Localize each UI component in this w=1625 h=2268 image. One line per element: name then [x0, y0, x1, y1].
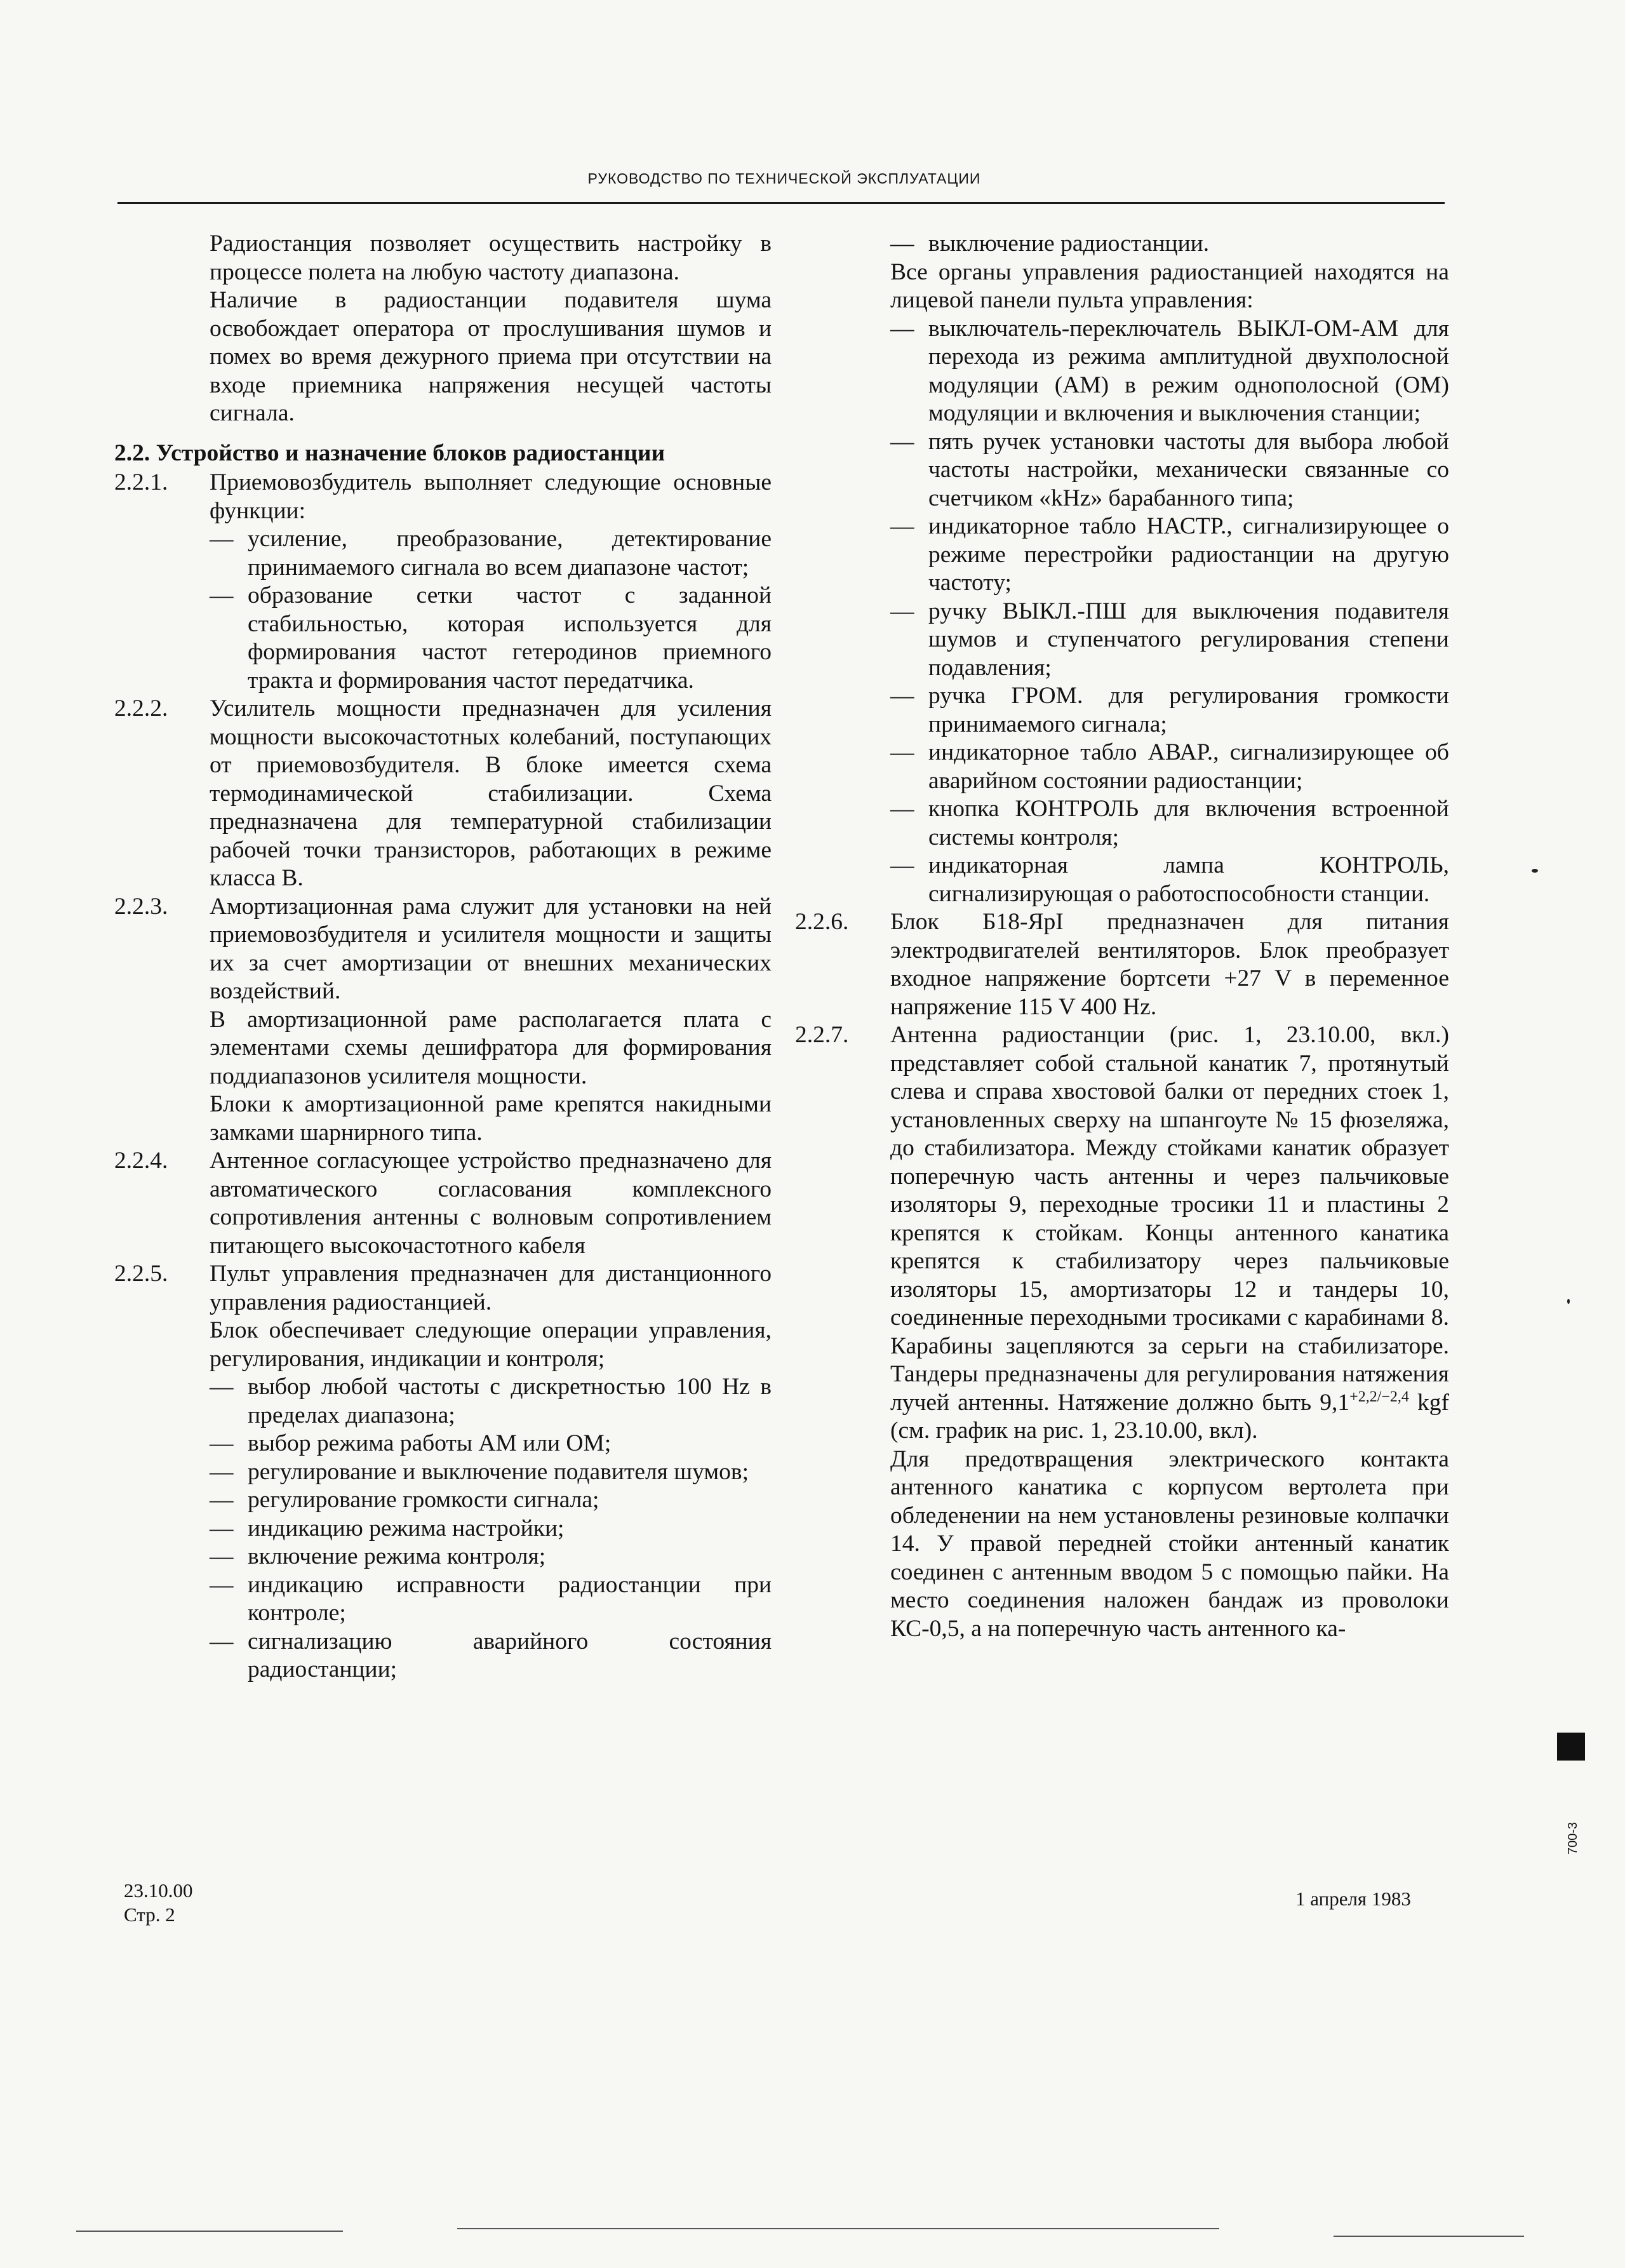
list-item — [890, 315, 1449, 428]
list-item-text: индикацию исправности радиостанции при контроле; — [248, 1571, 772, 1626]
section-number: 2.2.1. — [114, 469, 168, 495]
page-number: Стр. 2 — [124, 1903, 175, 1926]
list-item-text: сигнализацию аварийного состояния радиостанции; — [248, 1628, 772, 1682]
section-title: 2.2. Устройство и назначение блоков радиостанции — [114, 440, 665, 466]
tension-rest: kgf (см. график на рис. 1, 23.10.00, вкл). — [890, 1389, 1450, 1444]
dash-mark: — — [890, 739, 914, 765]
left-column — [114, 230, 772, 1684]
section-text: Блок Б18-ЯрI предназначен для питания электродвигателей вентиляторов. Блок преобразует входное напряжение бортсети +27 V в переменное напряжение 115 V 400 Hz. — [890, 909, 1449, 1020]
list-item — [890, 852, 1449, 908]
list-item — [890, 795, 1449, 852]
list-item — [210, 1486, 772, 1515]
list-item — [210, 1571, 772, 1628]
list-item-text: включение режима контроля; — [248, 1543, 546, 1569]
dash-mark: — — [890, 231, 914, 257]
intro-paragraph-1: Радиостанция позволяет осуществить настройку в процессе полета на любую частоту диапазона. — [210, 231, 772, 285]
section-number: 2.2.6. — [795, 909, 849, 935]
list-item — [210, 1515, 772, 1543]
tension-tolerance: +2,2/−2,4 — [1349, 1388, 1409, 1405]
list-item-text: индикаторное табло АВАР., сигнализирующее об аварийном состоянии радиостанции; — [928, 739, 1449, 794]
dash-mark: — — [890, 428, 914, 455]
list-item-text: усиление, преобразование, детектирование принимаемого сигнала во всем диапазоне частот; — [248, 526, 772, 580]
dash-mark: — — [890, 315, 914, 342]
dash-mark: — — [890, 683, 914, 709]
running-header: РУКОВОДСТВО ПО ТЕХНИЧЕСКОЙ ЭКСПЛУАТАЦИИ — [587, 170, 981, 187]
dash-mark: — — [890, 852, 914, 878]
section-2-2-6 — [795, 908, 1449, 1021]
list-item — [210, 1373, 772, 1430]
section-number: 2.2.3. — [114, 893, 168, 920]
scan-speck — [1567, 1299, 1570, 1304]
list-item — [890, 513, 1449, 598]
dash-mark: — — [210, 1487, 234, 1513]
section-2-2-4 — [114, 1147, 772, 1260]
header-rule — [117, 202, 1445, 204]
list-item-text: образование сетки частот с заданной стабильностью, которая используется для формирования частот гетеродинов приемного тракта и формирования частот передатчика. — [248, 582, 772, 694]
section-2-2-1 — [114, 469, 772, 695]
section-text: Амортизационная рама служит для установки на ней приемовозбудителя и усилителя мощности и защиты их за счет амортизации от внешних механических воздействий. — [210, 893, 772, 1004]
list-item — [210, 582, 772, 695]
list-item — [210, 1430, 772, 1458]
side-code: 700-3 — [1566, 1822, 1580, 1855]
doc-number: 23.10.00 — [124, 1879, 193, 1902]
list-item-text: выключение радиостанции. — [928, 231, 1210, 257]
dash-mark: — — [210, 526, 234, 552]
section-number: 2.2.7. — [795, 1022, 849, 1048]
list-item — [890, 230, 1449, 258]
section-number: 2.2.5. — [114, 1261, 168, 1287]
dash-mark: — — [890, 598, 914, 624]
dash-mark: — — [210, 1458, 234, 1485]
section-text — [890, 1021, 1449, 1446]
section-text: Блоки к амортизационной раме крепятся накидными замками шарнирного типа. — [210, 1091, 772, 1146]
section-2-2-2 — [114, 695, 772, 893]
list-item-text: ручку ВЫКЛ.-ПШ для выключения подавителя шумов и ступенчатого регулирования степени подавления; — [928, 598, 1449, 681]
section-2-2-5 — [114, 1260, 772, 1684]
dash-mark: — — [890, 796, 914, 822]
section-2-2-3 — [114, 893, 772, 1148]
list-item — [890, 598, 1449, 683]
section-number: 2.2.4. — [114, 1148, 168, 1174]
list-item-text: индикаторное табло НАСТР., сигнализирующее о режиме перестройки радиостанции на другую частоту; — [928, 513, 1449, 596]
scan-marker — [1557, 1733, 1585, 1761]
scan-line — [457, 2228, 1219, 2229]
dash-mark: — — [210, 1515, 234, 1541]
section-text: Антенное согласующее устройство предназначено для автоматического согласования комплексного сопротивления антенны с волновым сопротивлением питающего высокочастотного кабеля — [210, 1148, 772, 1259]
dash-mark: — — [210, 1374, 234, 1400]
list-item-text: индикацию режима настройки; — [248, 1515, 565, 1541]
scan-line — [1334, 2236, 1524, 2237]
list-item-text: кнопка КОНТРОЛЬ для включения встроенной системы контроля; — [928, 796, 1449, 850]
section-text: Для предотвращения электрического контакта антенного канатика с корпусом вертолета при обледенении на нем установлены резиновые колпачки 14. У правой передней стойки антенный канатик соединен с антенным вводом 5 с помощью пайки. На место соединения наложен бандаж из проволоки КС-0,5, а на поперечную часть антенного ка- — [890, 1446, 1449, 1642]
list-item-text: индикаторная лампа КОНТРОЛЬ, сигнализирующая о работоспособности станции. — [928, 852, 1449, 907]
dash-mark: — — [210, 1430, 234, 1456]
list-item — [890, 428, 1449, 513]
footer-date: 1 апреля 1983 — [1295, 1888, 1411, 1910]
list-item — [210, 1458, 772, 1487]
section-text: Усилитель мощности предназначен для усиления мощности высокочастотных колебаний, поступающих от приемовозбудителя. В блоке имеется схема термодинамической стабилизации. Схема предназначена для температурной стабилизации рабочей точки транзисторов, работающих в режиме класса В. — [210, 695, 772, 891]
dash-mark: — — [890, 513, 914, 539]
section-text: Блок обеспечивает следующие операции управления, регулирования, индикации и контроля; — [210, 1317, 772, 1372]
right-column — [795, 230, 1449, 1643]
dash-mark: — — [210, 1571, 234, 1598]
scan-line — [76, 2231, 343, 2232]
scan-speck — [1532, 869, 1538, 873]
section-2-2-7 — [795, 1021, 1449, 1643]
list-item-text: регулирование и выключение подавителя шумов; — [248, 1458, 749, 1485]
dash-mark: — — [210, 582, 234, 608]
dash-mark: — — [210, 1543, 234, 1569]
list-item-text: ручка ГРОМ. для регулирования громкости принимаемого сигнала; — [928, 683, 1449, 737]
list-item-text: выбор любой частоты с дискретностью 100 Hz в пределах диапазона; — [248, 1374, 772, 1428]
antenna-text: Антенна радиостанции (рис. 1, 23.10.00, вкл.) представляет собой стальной канатик 7, протянутый слева и справа хвостовой балки от передних стоек 1, установленных сверху на шпангоуте № 15 фюзеляжа, до стабилизатора. Между стойками канатик образует поперечную часть антенны и через пальчиковые изоляторы 9, переходные тросики 11 и пластины 2 крепятся к стойкам. Концы антенного канатика крепятся к стабилизатору через пальчиковые изоляторы 15, амортизаторы 12 и тандеры 10, соединенные переходными тросиками с карабинами 8. Карабины зацепляются за серьги на стабилизаторе. Тандеры предназначены для регулирования натяжения лучей антенны. Натяжение должно быть — [890, 1022, 1449, 1416]
list-item-text: выключатель-переключатель ВЫКЛ-ОМ-АМ для перехода из режима амплитудной двухполосной модуляции (АМ) в режим однополосной (ОМ) модуляции и включения и выключения станции; — [928, 315, 1449, 426]
section-number: 2.2.2. — [114, 695, 168, 721]
list-item-text: пять ручек установки частоты для выбора любой частоты настройки, механически связанные со счетчиком «kHz» барабанного типа; — [928, 428, 1449, 511]
list-item — [210, 525, 772, 582]
controls-intro: Все органы управления радиостанцией находятся на лицевой панели пульта управления: — [890, 258, 1449, 313]
list-item-text: регулирование громкости сигнала; — [248, 1487, 599, 1513]
list-item — [210, 1628, 772, 1684]
section-text: Пульт управления предназначен для дистанционного управления радиостанцией. — [210, 1261, 772, 1315]
section-text: Приемовозбудитель выполняет следующие основные функции: — [210, 469, 772, 524]
list-item-text: выбор режима работы АМ или ОМ; — [248, 1430, 612, 1456]
intro-paragraph-2: Наличие в радиостанции подавителя шума освобождает оператора от прослушивания шумов и помех во время дежурного приема при отсутствии на входе приемника напряжения несущей частоты сигнала. — [210, 287, 772, 426]
dash-mark: — — [210, 1628, 234, 1654]
list-item — [210, 1543, 772, 1571]
list-item — [890, 739, 1449, 795]
list-item — [890, 682, 1449, 739]
tension-value: 9,1 — [1320, 1389, 1350, 1416]
section-text: В амортизационной раме располагается плата с элементами схемы дешифратора для формирования поддиапазонов усилителя мощности. — [210, 1006, 772, 1089]
footer-left — [124, 1879, 193, 1927]
